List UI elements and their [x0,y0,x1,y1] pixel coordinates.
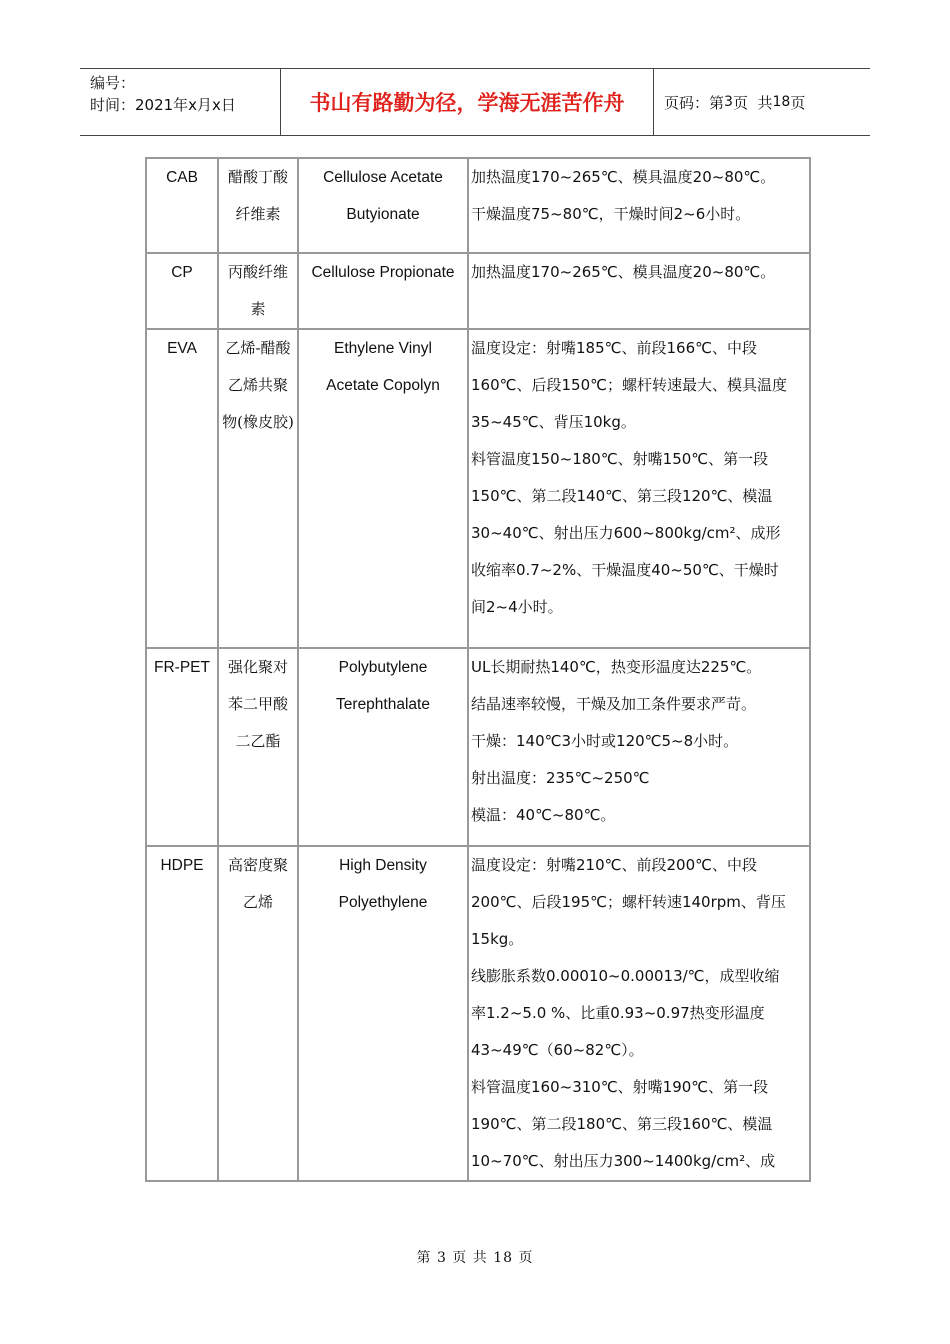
chinese-name-line: 高密度聚 [227,856,288,874]
processing-note-line: 10~70℃、射出压力300~1400kg/cm²、成 [471,1152,776,1170]
processing-note-line: 间2~4小时。 [471,598,563,616]
page-mid: 页 共 [732,93,773,112]
processing-note-line: 150℃、第二段140℃、第三段120℃、模温 [471,487,773,505]
document-date: 时间：2021年x月x日 [90,96,236,114]
english-name-cell [298,158,468,253]
chinese-name-line: 苯二甲酸 [227,695,288,713]
processing-notes-cell [468,846,810,1181]
page-total: 18 [772,94,791,110]
abbreviation-cell [146,648,218,846]
chinese-name-line: 纤维素 [235,205,281,223]
page-suffix: 页 [790,93,806,112]
plastics-table [145,157,811,1182]
chinese-name-line: 素 [250,300,266,318]
table-row [146,158,810,253]
processing-note-line: 190℃、第二段180℃、第三段160℃、模温 [471,1115,773,1133]
english-name-line: Polybutylene [338,659,428,676]
chinese-name-line: 丙酸纤维 [227,263,288,281]
page-current: 3 [724,94,733,110]
processing-note-line: 160℃、后段150℃；螺杆转速最大、模具温度 [471,376,787,394]
chinese-name-cell [218,846,298,1181]
table-row [146,648,810,846]
processing-note-line: 料管温度150~180℃、射嘴150℃、第一段 [471,450,769,468]
chinese-name-line: 强化聚对 [227,658,288,676]
processing-note-line: 料管温度160~310℃、射嘴190℃、第一段 [471,1078,769,1096]
english-name-line: Cellulose Propionate [311,264,455,281]
chinese-name-line: 醋酸丁酸 [227,168,288,186]
english-name-line: Terephthalate [336,696,430,713]
chinese-name-cell [218,329,298,648]
chinese-name-line: 乙烯 [242,893,273,911]
processing-note-line: 结晶速率较慢，干燥及加工条件要求严苛。 [471,695,757,713]
chinese-name-cell [218,158,298,253]
abbreviation-cell [146,329,218,648]
header-meta [80,69,281,135]
abbreviation-cell [146,846,218,1181]
chinese-name-line: 乙烯共聚 [227,376,288,394]
chinese-name-cell [218,253,298,329]
abbreviation: HDPE [160,857,204,874]
english-name-cell [298,648,468,846]
processing-note-line: UL长期耐热140℃，热变形温度达225℃。 [471,658,762,676]
header-page-info [654,69,870,135]
abbreviation-cell [146,253,218,329]
processing-note-line: 35~45℃、背压10kg。 [471,413,636,431]
abbreviation: FR-PET [154,659,210,676]
processing-note-line: 15kg。 [471,930,524,948]
processing-notes-cell [468,329,810,648]
abbreviation: CAB [166,169,198,186]
english-name-line: Ethylene Vinyl [334,340,432,357]
english-name-cell [298,329,468,648]
abbreviation: CP [171,264,193,281]
processing-note-line: 加热温度170~265℃、模具温度20~80℃。 [471,168,776,186]
processing-notes-cell [468,648,810,846]
abbreviation-cell [146,158,218,253]
chinese-name-cell [218,648,298,846]
processing-note-line: 加热温度170~265℃、模具温度20~80℃。 [471,263,776,281]
table-row [146,253,810,329]
abbreviation: EVA [167,340,197,357]
processing-note-line: 30~40℃、射出压力600~800kg/cm²、成形 [471,524,781,542]
page-header [80,68,870,136]
english-name-cell [298,846,468,1181]
processing-notes-cell [468,158,810,253]
english-name-line: High Density [339,857,427,874]
english-name-line: Cellulose Acetate [323,169,443,186]
english-name-line: Acetate Copolyn [326,377,440,394]
processing-note-line: 200℃、后段195℃；螺杆转速140rpm、背压 [471,893,786,911]
table-row [146,329,810,648]
processing-note-line: 43~49℃（60~82℃）。 [471,1041,644,1059]
chinese-name-line: 乙烯-醋酸 [225,339,291,357]
processing-note-line: 干燥温度75~80℃，干燥时间2~6小时。 [471,205,751,223]
processing-notes-cell [468,253,810,329]
processing-note-line: 干燥：140℃3小时或120℃5~8小时。 [471,732,739,750]
table-row [146,846,810,1181]
processing-note-line: 温度设定：射嘴210℃、前段200℃、中段 [471,856,757,874]
processing-note-line: 温度设定：射嘴185℃、前段166℃、中段 [471,339,757,357]
processing-note-line: 收缩率0.7~2%、干燥温度40~50℃、干燥时 [471,561,779,579]
processing-note-line: 线膨胀系数0.00010~0.00013/℃，成型收缩 [471,967,780,985]
english-name-cell [298,253,468,329]
processing-note-line: 率1.2~5.0 %、比重0.93~0.97热变形温度 [471,1004,765,1022]
header-motto: 书山有路勤为径，学海无涯苦作舟 [281,69,654,135]
processing-note-line: 射出温度：235℃~250℃ [471,769,650,787]
page-prefix: 页码：第 [664,93,725,112]
document-number-label: 编号： [90,74,136,92]
processing-note-line: 模温：40℃~80℃。 [471,806,616,824]
chinese-name-line: 物(橡皮胶) [222,413,294,431]
english-name-line: Polyethylene [338,894,428,911]
page-footer: 第 3 页 共 18 页 [416,1250,534,1266]
chinese-name-line: 二乙酯 [235,732,281,750]
english-name-line: Butyionate [346,206,420,223]
